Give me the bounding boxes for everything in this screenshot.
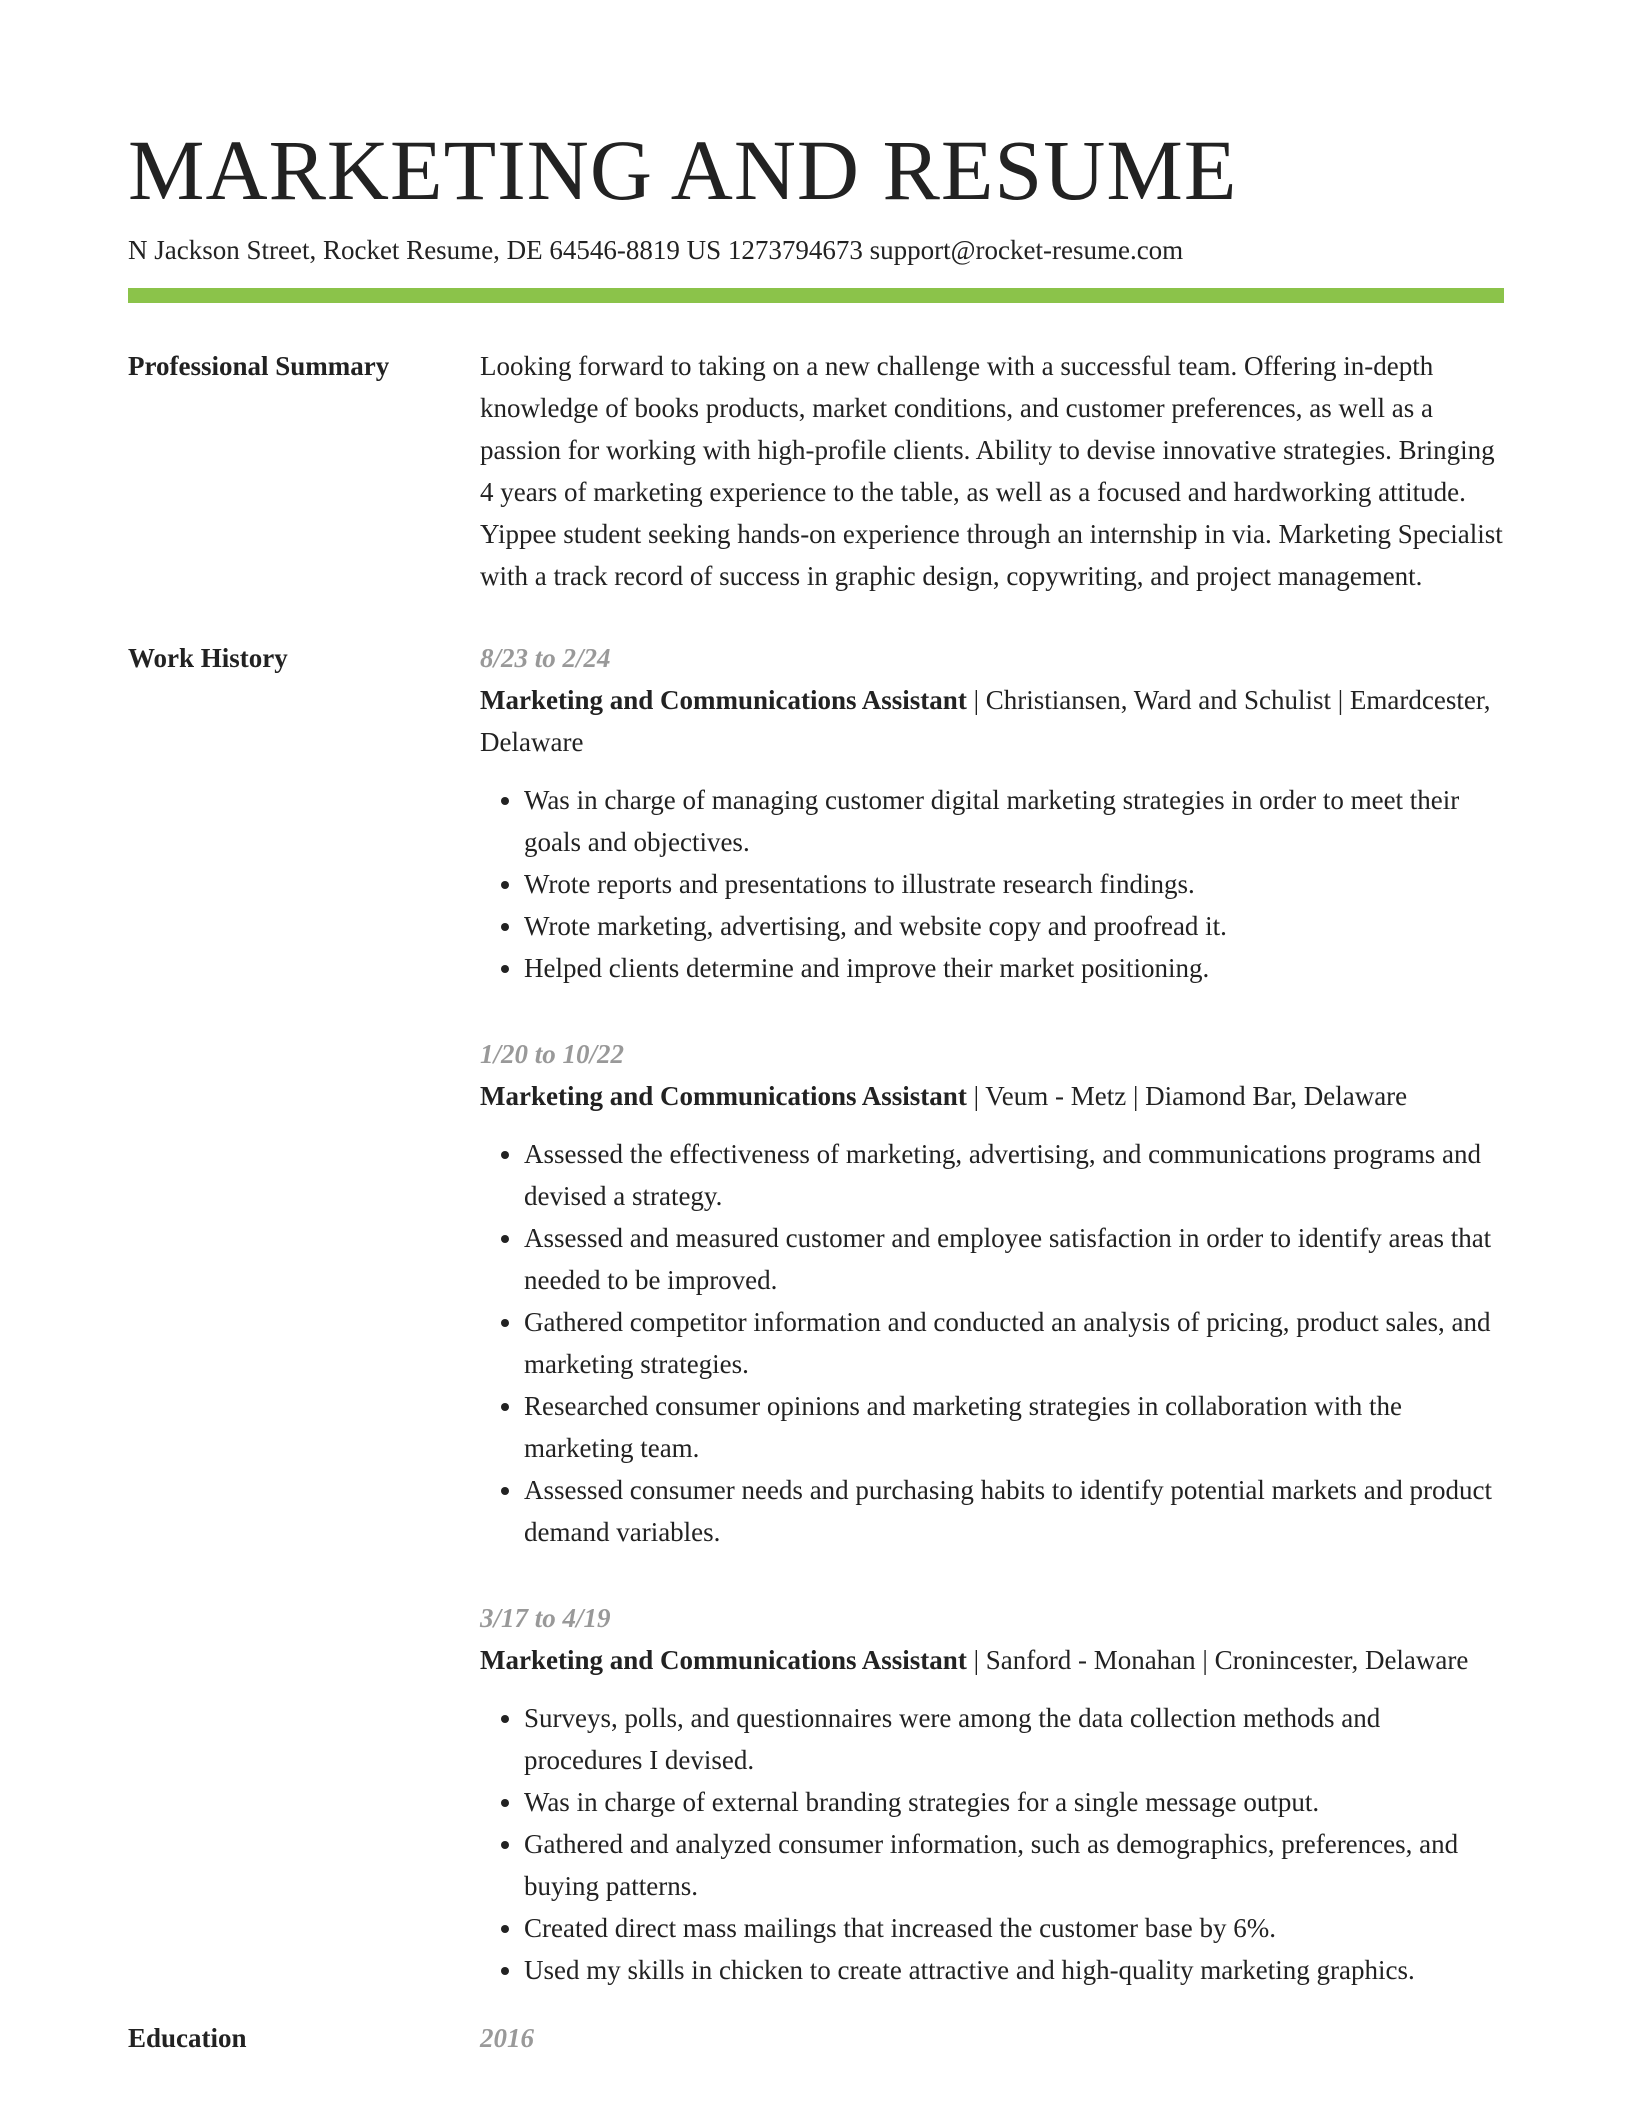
job-entry xyxy=(480,1597,1504,1991)
section-heading-work-history: Work History xyxy=(128,643,288,673)
job-bullets xyxy=(480,1133,1504,1553)
job-employer-location: | Christiansen, Ward and Schulist | Emardcester, Delaware xyxy=(480,685,1491,757)
job-dates: 8/23 to 2/24 xyxy=(480,643,611,673)
job-employer-location: | Veum - Metz | Diamond Bar, Delaware xyxy=(966,1081,1408,1111)
accent-divider xyxy=(128,288,1504,303)
job-bullets xyxy=(480,1697,1504,1991)
resume-page xyxy=(128,0,1504,2059)
job-title-line xyxy=(480,1639,1504,1681)
education-year: 2016 xyxy=(480,2023,534,2053)
job-bullet: • Gathered and analyzed consumer information, such as demographics, preferences, and buying patterns. xyxy=(524,1823,1504,1907)
education-section xyxy=(128,2017,1504,2059)
contact-line: N Jackson Street, Rocket Resume, DE 64546-8819 US 1273794673 support@rocket-resume.com xyxy=(128,235,1184,265)
job-bullet: • Was in charge of managing customer digital marketing strategies in order to meet their goals and objectives. xyxy=(524,779,1504,863)
job-bullet: • Wrote reports and presentations to illustrate research findings. xyxy=(524,863,1504,905)
job-bullet: • Assessed consumer needs and purchasing habits to identify potential markets and product demand variables. xyxy=(524,1469,1504,1553)
work-history-section xyxy=(128,637,1504,1991)
job-bullet: • Assessed the effectiveness of marketing, advertising, and communications programs and devised a strategy. xyxy=(524,1133,1504,1217)
section-heading-summary: Professional Summary xyxy=(128,351,390,381)
summary-section xyxy=(128,345,1504,597)
job-dates: 3/17 to 4/19 xyxy=(480,1603,611,1633)
job-bullet: • Wrote marketing, advertising, and website copy and proofread it. xyxy=(524,905,1504,947)
job-bullet: • Was in charge of external branding strategies for a single message output. xyxy=(524,1781,1504,1823)
section-heading-education: Education xyxy=(128,2023,247,2053)
job-title: Marketing and Communications Assistant xyxy=(480,1645,967,1675)
resume-name: MARKETING AND RESUME xyxy=(128,122,1238,218)
job-bullets xyxy=(480,779,1504,989)
job-bullet: • Helped clients determine and improve their market positioning. xyxy=(524,947,1504,989)
job-title-line xyxy=(480,679,1504,763)
job-bullet: • Gathered competitor information and conducted an analysis of pricing, product sales, and marketing strategies. xyxy=(524,1301,1504,1385)
job-bullet: • Created direct mass mailings that increased the customer base by 6%. xyxy=(524,1907,1504,1949)
job-employer-location: | Sanford - Monahan | Cronincester, Delaware xyxy=(966,1645,1469,1675)
job-title: Marketing and Communications Assistant xyxy=(480,685,967,715)
job-bullet: • Used my skills in chicken to create attractive and high-quality marketing graphics. xyxy=(524,1949,1504,1991)
summary-text: Looking forward to taking on a new challenge with a successful team. Offering in-depth knowledge of books products, market conditions, and customer preferences, as well as a passion for working with high-profile clients. Ability to devise innovative strategies. Bringing 4 years of marketing experience to the table, as well as a focused and hardworking attitude. Yippee student seeking hands-on experience through an internship in via. Marketing Specialist with a track record of success in graphic design, copywriting, and project management. xyxy=(480,351,1503,591)
job-bullet: • Surveys, polls, and questionnaires were among the data collection methods and procedures I devised. xyxy=(524,1697,1504,1781)
job-entry xyxy=(480,637,1504,989)
job-dates: 1/20 to 10/22 xyxy=(480,1039,625,1069)
job-entry xyxy=(480,1033,1504,1553)
job-title: Marketing and Communications Assistant xyxy=(480,1081,967,1111)
job-bullet: • Researched consumer opinions and marketing strategies in collaboration with the marketing team. xyxy=(524,1385,1504,1469)
job-title-line xyxy=(480,1075,1504,1117)
job-bullet: • Assessed and measured customer and employee satisfaction in order to identify areas that needed to be improved. xyxy=(524,1217,1504,1301)
